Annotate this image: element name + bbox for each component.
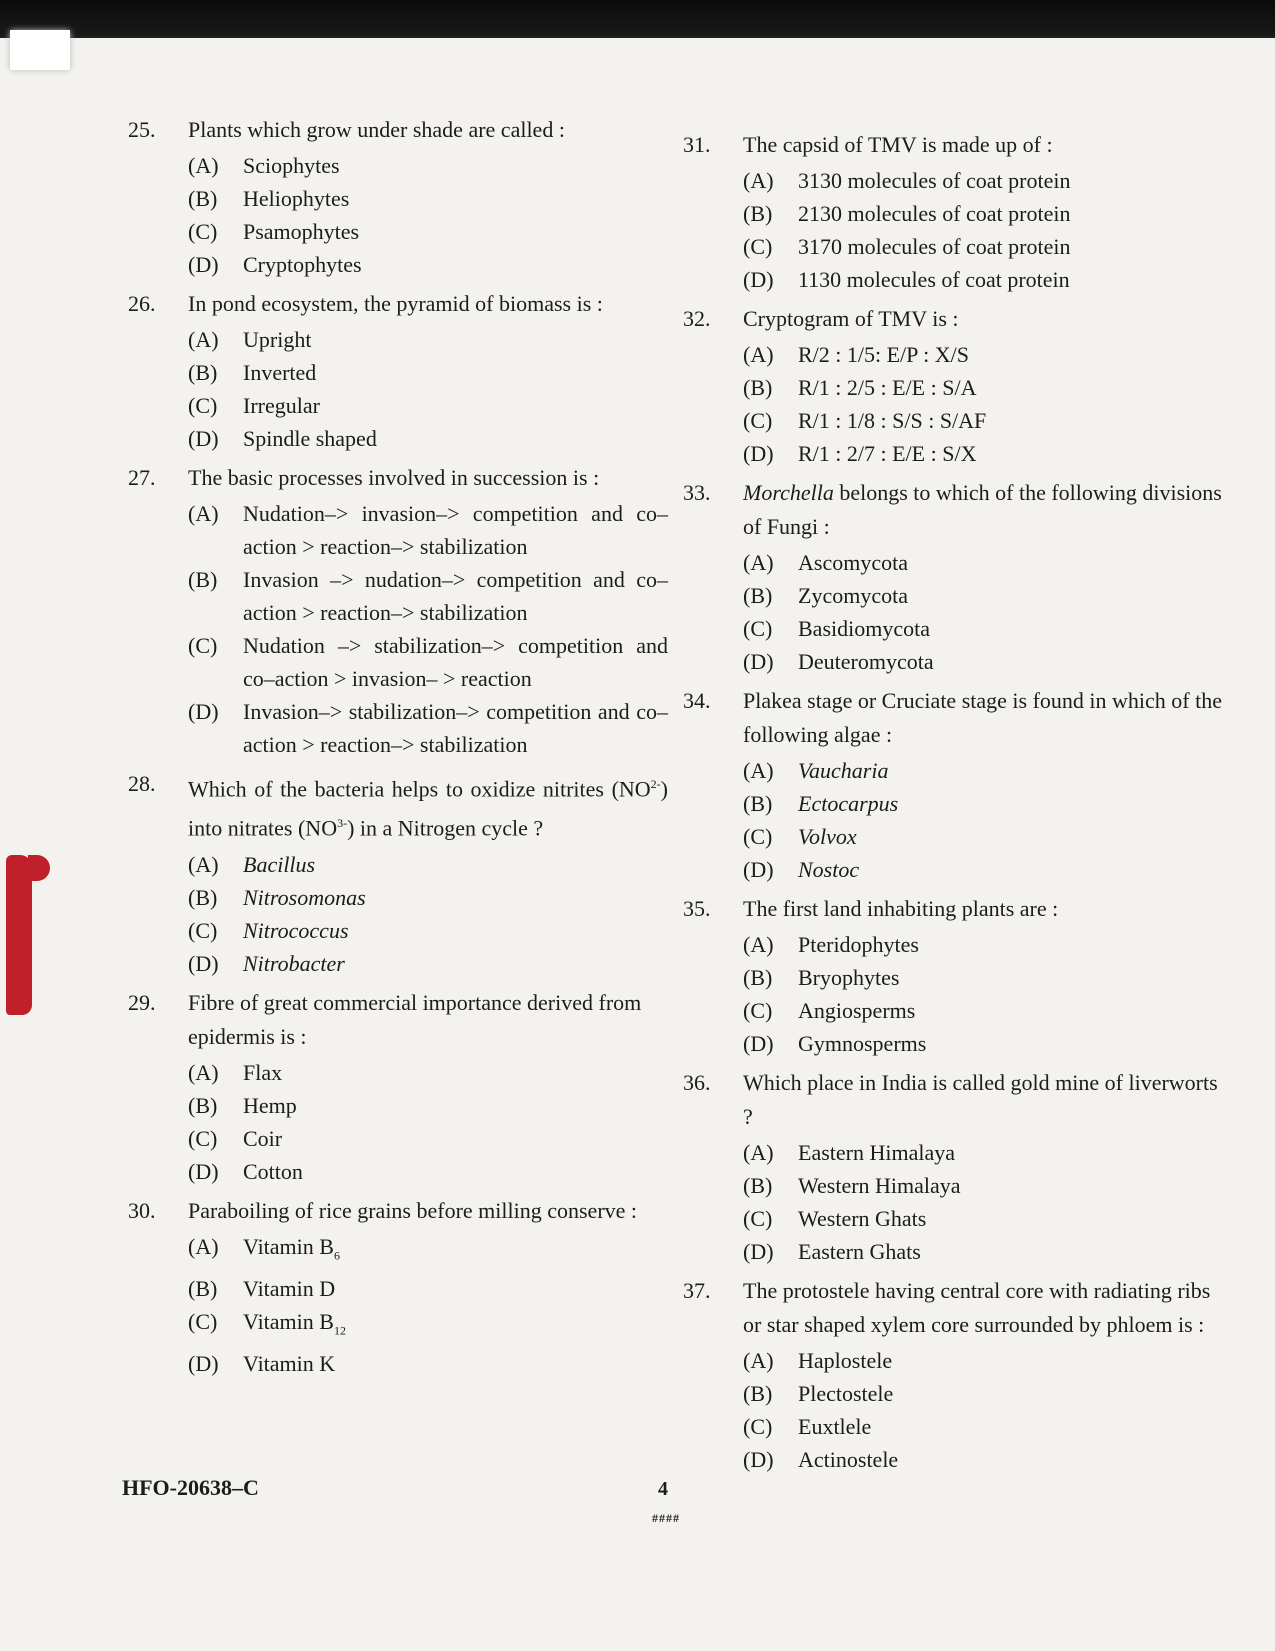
option-text: Ectocarpus bbox=[798, 791, 899, 816]
option-text: Euxtlele bbox=[798, 1414, 872, 1439]
option-c bbox=[743, 1410, 1228, 1443]
options-list bbox=[188, 1230, 668, 1381]
question-text bbox=[743, 476, 1228, 544]
option-label: (D) bbox=[188, 699, 219, 724]
question-text: Plants which grow under shade are called : bbox=[188, 117, 565, 142]
options-list bbox=[743, 928, 1228, 1060]
option-text: Angiosperms bbox=[798, 998, 916, 1023]
option-label: (D) bbox=[188, 252, 219, 277]
option-text: Zycomycota bbox=[798, 583, 908, 608]
option-d bbox=[188, 422, 668, 455]
option-label: (D) bbox=[743, 649, 774, 674]
paper-corner bbox=[10, 30, 70, 70]
option-a bbox=[188, 1056, 668, 1089]
option-b bbox=[743, 371, 1228, 404]
superscript-charge: 3- bbox=[337, 816, 348, 831]
option-text: Vaucharia bbox=[798, 758, 889, 783]
option-text: Nudation –> stabilization–> competition and co–action > invasion– > reaction bbox=[243, 633, 668, 691]
question-28 bbox=[128, 767, 668, 980]
option-b bbox=[188, 881, 668, 914]
option-b bbox=[743, 1169, 1228, 1202]
option-text: Gymnosperms bbox=[798, 1031, 927, 1056]
options-list bbox=[188, 149, 668, 281]
option-text: Pteridophytes bbox=[798, 932, 919, 957]
option-text: Nudation–> invasion–> competition and co–action > reaction–> stabilization bbox=[243, 501, 668, 559]
option-label: (B) bbox=[188, 186, 218, 211]
option-label: (B) bbox=[743, 583, 773, 608]
options-list bbox=[743, 338, 1228, 470]
option-label: (C) bbox=[743, 824, 773, 849]
question-number: 34. bbox=[683, 688, 711, 713]
option-text: Inverted bbox=[243, 360, 317, 385]
option-c bbox=[188, 629, 668, 695]
question-33 bbox=[683, 476, 1228, 678]
option-label: (A) bbox=[188, 153, 219, 178]
question-37 bbox=[683, 1274, 1228, 1476]
question-number: 28. bbox=[128, 771, 156, 796]
option-b bbox=[188, 1272, 668, 1305]
option-label: (D) bbox=[743, 1239, 774, 1264]
option-label: (A) bbox=[188, 501, 219, 526]
option-label: (D) bbox=[188, 426, 219, 451]
option-label: (A) bbox=[743, 342, 774, 367]
option-text: Bacillus bbox=[243, 851, 316, 877]
option-label: (A) bbox=[188, 851, 219, 877]
option-label: (C) bbox=[743, 234, 773, 259]
question-text: In pond ecosystem, the pyramid of biomass is : bbox=[188, 291, 603, 316]
option-text: Cryptophytes bbox=[243, 252, 362, 277]
option-b bbox=[743, 961, 1228, 994]
option-label: (C) bbox=[743, 408, 773, 433]
question-text-part: belongs to which of the following divisions of Fungi : bbox=[743, 480, 1222, 539]
question-text: The first land inhabiting plants are : bbox=[743, 896, 1059, 921]
option-label: (D) bbox=[188, 1158, 219, 1184]
option-label: (B) bbox=[188, 360, 218, 385]
option-text: Western Himalaya bbox=[798, 1173, 961, 1198]
options-list bbox=[188, 1056, 668, 1188]
option-label: (B) bbox=[743, 791, 773, 816]
question-25 bbox=[128, 113, 668, 281]
option-label: (D) bbox=[743, 1031, 774, 1056]
question-number: 30. bbox=[128, 1197, 156, 1223]
option-label: (A) bbox=[743, 1348, 774, 1373]
option-a bbox=[188, 323, 668, 356]
page-number: 4 bbox=[658, 1478, 668, 1500]
question-text-part: ) into nitrates (NO bbox=[188, 776, 668, 841]
question-text: The basic processes involved in succession is : bbox=[188, 465, 600, 490]
options-list bbox=[743, 754, 1228, 886]
option-label: (D) bbox=[743, 441, 774, 466]
option-label: (C) bbox=[188, 1125, 218, 1151]
question-30 bbox=[128, 1194, 668, 1381]
option-a bbox=[743, 928, 1228, 961]
option-c bbox=[188, 1305, 668, 1347]
option-c bbox=[743, 994, 1228, 1027]
option-text: R/1 : 1/8 : S/S : S/AF bbox=[798, 408, 987, 433]
option-label: (A) bbox=[188, 1233, 219, 1259]
option-text: Actinostele bbox=[798, 1447, 899, 1472]
option-text: Basidiomycota bbox=[798, 616, 930, 641]
question-29 bbox=[128, 986, 668, 1188]
option-label: (C) bbox=[743, 1414, 773, 1439]
option-label: (A) bbox=[188, 327, 219, 352]
option-b bbox=[743, 1377, 1228, 1410]
option-text: Bryophytes bbox=[798, 965, 900, 990]
question-text-part: Which of the bacteria helps to oxidize nitrites (NO bbox=[188, 776, 651, 802]
question-number: 31. bbox=[683, 132, 711, 157]
superscript-charge: 2- bbox=[650, 777, 661, 791]
option-c bbox=[188, 389, 668, 422]
option-label: (B) bbox=[743, 965, 773, 990]
option-text: Eastern Ghats bbox=[798, 1239, 921, 1264]
option-b bbox=[743, 197, 1228, 230]
option-d bbox=[743, 853, 1228, 886]
question-text: The capsid of TMV is made up of : bbox=[743, 132, 1053, 157]
question-number: 26. bbox=[128, 291, 156, 316]
option-text: R/1 : 2/5 : E/E : S/A bbox=[798, 375, 977, 400]
option-d bbox=[743, 1443, 1228, 1476]
question-text-part: ) in a Nitrogen cycle ? bbox=[347, 815, 544, 841]
option-text: Western Ghats bbox=[798, 1206, 927, 1231]
option-c bbox=[743, 820, 1228, 853]
option-text: Flax bbox=[243, 1059, 283, 1085]
option-text: Cotton bbox=[243, 1158, 303, 1184]
option-c bbox=[743, 230, 1228, 263]
option-b bbox=[743, 787, 1228, 820]
option-a bbox=[743, 1136, 1228, 1169]
option-label: (A) bbox=[743, 550, 774, 575]
option-c bbox=[188, 914, 668, 947]
option-c bbox=[188, 215, 668, 248]
option-text: Vitamin D bbox=[243, 1276, 336, 1302]
option-label: (C) bbox=[743, 616, 773, 641]
question-27 bbox=[128, 461, 668, 761]
option-label: (C) bbox=[188, 1309, 218, 1335]
option-label: (D) bbox=[188, 1351, 219, 1377]
option-text: Vitamin K bbox=[243, 1351, 336, 1377]
right-column bbox=[683, 128, 1228, 1482]
option-d bbox=[743, 437, 1228, 470]
option-label: (A) bbox=[743, 1140, 774, 1165]
option-a bbox=[743, 164, 1228, 197]
option-text: 3130 molecules of coat protein bbox=[798, 168, 1071, 193]
option-text: Plectostele bbox=[798, 1381, 894, 1406]
option-label: (D) bbox=[188, 950, 219, 976]
paper-code: HFO-20638–C bbox=[122, 1475, 259, 1500]
question-text: The protostele having central core with radiating ribs or star shaped xylem core surrounded by phloem is : bbox=[743, 1278, 1211, 1337]
option-c bbox=[743, 1202, 1228, 1235]
option-d bbox=[188, 947, 668, 980]
option-label: (B) bbox=[188, 884, 218, 910]
option-text: Heliophytes bbox=[243, 186, 350, 211]
option-label: (B) bbox=[743, 1173, 773, 1198]
option-label: (C) bbox=[743, 1206, 773, 1231]
question-26 bbox=[128, 287, 668, 455]
option-label: (C) bbox=[188, 219, 218, 244]
print-marks: #### bbox=[652, 1511, 680, 1525]
question-34 bbox=[683, 684, 1228, 886]
option-a bbox=[743, 338, 1228, 371]
option-label: (A) bbox=[188, 1059, 219, 1085]
option-text: 3170 molecules of coat protein bbox=[798, 234, 1071, 259]
option-label: (B) bbox=[188, 567, 218, 592]
options-list bbox=[188, 323, 668, 455]
option-text: Haplostele bbox=[798, 1348, 893, 1373]
option-label: (B) bbox=[743, 201, 773, 226]
option-a bbox=[188, 497, 668, 563]
option-a bbox=[188, 149, 668, 182]
option-text: Spindle shaped bbox=[243, 426, 377, 451]
option-text: Vitamin B bbox=[243, 1309, 334, 1335]
option-text: Vitamin B bbox=[243, 1233, 334, 1259]
option-text: Sciophytes bbox=[243, 153, 340, 178]
options-list bbox=[188, 848, 668, 980]
option-label: (B) bbox=[743, 1381, 773, 1406]
question-number: 32. bbox=[683, 306, 711, 331]
question-32 bbox=[683, 302, 1228, 470]
option-label: (B) bbox=[188, 1276, 218, 1302]
option-text: Nitrococcus bbox=[243, 917, 349, 943]
option-a bbox=[743, 1344, 1228, 1377]
options-list bbox=[743, 546, 1228, 678]
option-d bbox=[188, 1347, 668, 1380]
option-c bbox=[743, 612, 1228, 645]
option-label: (A) bbox=[743, 168, 774, 193]
options-list bbox=[743, 1344, 1228, 1476]
option-c bbox=[188, 1122, 668, 1155]
options-list bbox=[743, 1136, 1228, 1268]
option-text: Upright bbox=[243, 327, 312, 352]
option-d bbox=[743, 1235, 1228, 1268]
option-label: (D) bbox=[743, 857, 774, 882]
question-number: 25. bbox=[128, 117, 156, 142]
options-list bbox=[188, 497, 668, 761]
option-text: Nitrobacter bbox=[243, 950, 345, 976]
option-label: (A) bbox=[743, 758, 774, 783]
option-text: Deuteromycota bbox=[798, 649, 934, 674]
option-label: (B) bbox=[743, 375, 773, 400]
option-d bbox=[743, 263, 1228, 296]
option-label: (B) bbox=[188, 1092, 218, 1118]
question-text: Paraboiling of rice grains before milling conserve : bbox=[188, 1197, 638, 1223]
option-text: Hemp bbox=[243, 1092, 297, 1118]
option-c bbox=[743, 404, 1228, 437]
option-text: 1130 molecules of coat protein bbox=[798, 267, 1070, 292]
option-text: Invasion –> nudation–> competition and co–action > reaction–> stabilization bbox=[243, 567, 668, 625]
option-a bbox=[188, 1230, 668, 1272]
option-text: R/1 : 2/7 : E/E : S/X bbox=[798, 441, 977, 466]
vitamin-subscript: 6 bbox=[333, 1248, 340, 1263]
question-35 bbox=[683, 892, 1228, 1060]
option-d bbox=[188, 1155, 668, 1188]
option-label: (A) bbox=[743, 932, 774, 957]
question-number: 29. bbox=[128, 989, 156, 1015]
option-b bbox=[188, 1089, 668, 1122]
question-text: Plakea stage or Cruciate stage is found in which of the following algae : bbox=[743, 688, 1222, 747]
option-text: Ascomycota bbox=[798, 550, 908, 575]
option-label: (D) bbox=[743, 1447, 774, 1472]
question-text: Fibre of great commercial importance derived from epidermis is : bbox=[188, 989, 642, 1049]
option-b bbox=[743, 579, 1228, 612]
option-label: (C) bbox=[188, 633, 218, 658]
option-b bbox=[188, 356, 668, 389]
question-36 bbox=[683, 1066, 1228, 1268]
options-list bbox=[743, 164, 1228, 296]
option-text: 2130 molecules of coat protein bbox=[798, 201, 1071, 226]
option-label: (C) bbox=[743, 998, 773, 1023]
option-d bbox=[188, 695, 668, 761]
option-label: (C) bbox=[188, 393, 218, 418]
option-label: (C) bbox=[188, 917, 218, 943]
left-column bbox=[128, 113, 668, 1386]
option-text: R/2 : 1/5: E/P : X/S bbox=[798, 342, 969, 367]
option-text: Invasion–> stabilization–> competition and co–action > reaction–> stabilization bbox=[243, 699, 668, 757]
option-text: Irregular bbox=[243, 393, 320, 418]
option-text: Coir bbox=[243, 1125, 283, 1151]
option-a bbox=[743, 546, 1228, 579]
question-number: 37. bbox=[683, 1278, 711, 1303]
question-text: Which place in India is called gold mine of liverworts ? bbox=[743, 1070, 1218, 1129]
question-number: 36. bbox=[683, 1070, 711, 1095]
option-b bbox=[188, 182, 668, 215]
option-text: Eastern Himalaya bbox=[798, 1140, 955, 1165]
vitamin-subscript: 12 bbox=[333, 1323, 346, 1338]
option-b bbox=[188, 563, 668, 629]
question-number: 33. bbox=[683, 480, 711, 505]
genus-name: Morchella bbox=[743, 480, 834, 505]
option-d bbox=[743, 645, 1228, 678]
option-text: Psamophytes bbox=[243, 219, 360, 244]
question-31 bbox=[683, 128, 1228, 296]
option-text: Nitrosomonas bbox=[243, 884, 366, 910]
option-text: Nostoc bbox=[798, 857, 860, 882]
question-text bbox=[188, 767, 668, 846]
question-number: 27. bbox=[128, 465, 156, 490]
option-a bbox=[743, 754, 1228, 787]
option-text: Volvox bbox=[798, 824, 857, 849]
question-text: Cryptogram of TMV is : bbox=[743, 306, 959, 331]
question-number: 35. bbox=[683, 896, 711, 921]
option-d bbox=[743, 1027, 1228, 1060]
option-label: (D) bbox=[743, 267, 774, 292]
option-d bbox=[188, 248, 668, 281]
option-a bbox=[188, 848, 668, 881]
